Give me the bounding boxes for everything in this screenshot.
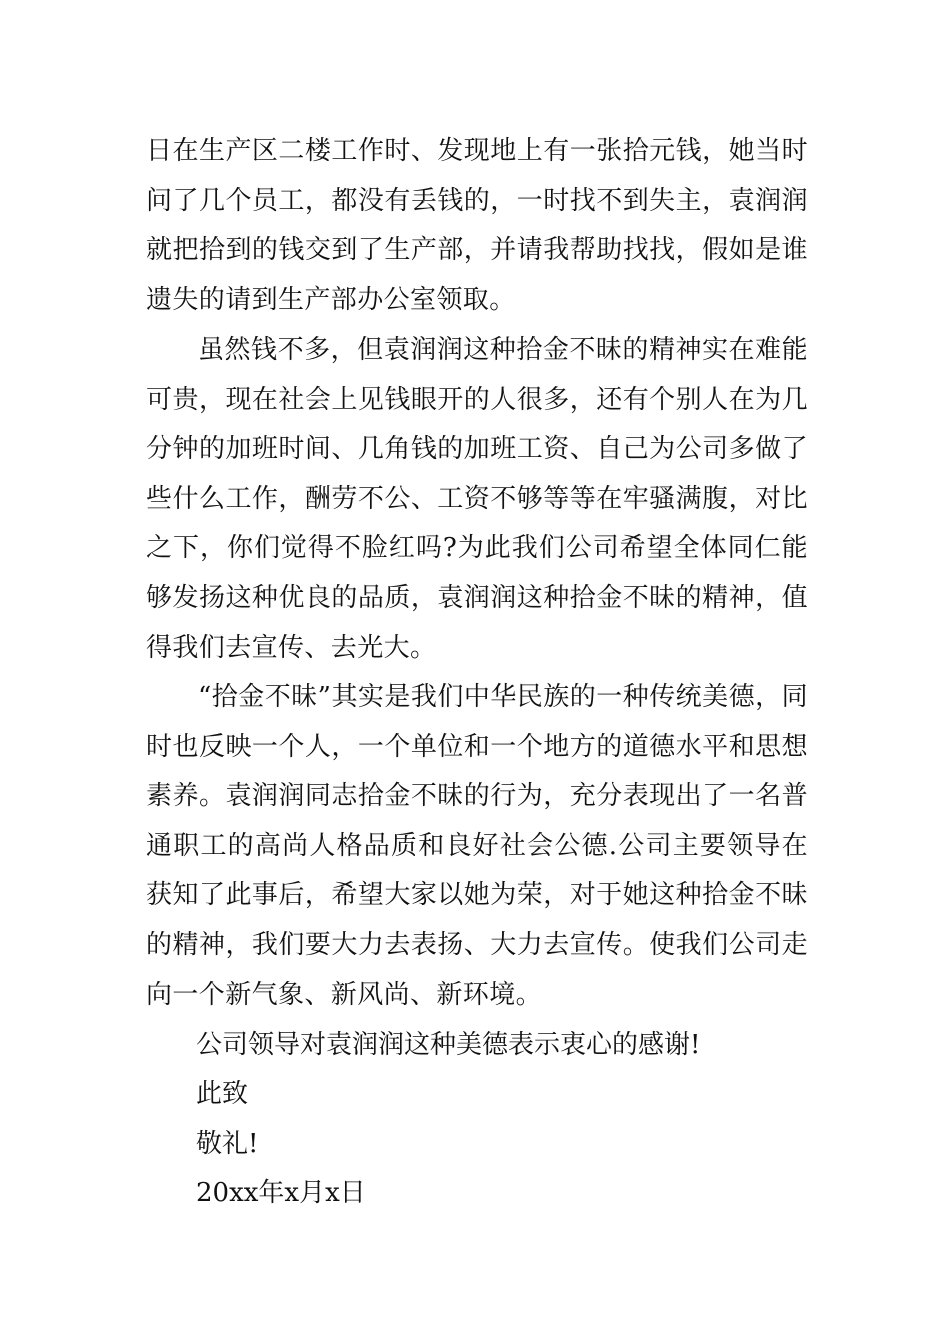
body-paragraph-2: 虽然钱不多，但袁润润这种拾金不昧的精神实在难能可贵，现在社会上见钱眼开的人很多，还有个别人在为几分钟的加班时间、几角钱的加班工资、自己为公司多做了些什么工作，酬劳不公、工资不够等等在牢骚满腹，对比之下，你们觉得不脸红吗?为此我们公司希望全体同仁能够发扬这种优良的品质，袁润润这种拾金不昧的精神，值得我们去宣传、去光大。 [146, 335, 808, 663]
thanks-line: 公司领导对袁润润这种美德表示衷心的感谢! [196, 1030, 701, 1060]
date-line: 20xx年x月x日 [196, 1178, 366, 1208]
salute-line: 敬礼! [196, 1129, 259, 1159]
body-paragraph-1: 日在生产区二楼工作时、发现地上有一张拾元钱，她当时问了几个员工，都没有丢钱的，一时找不到失主，袁润润就把拾到的钱交到了生产部，并请我帮助找找，假如是谁遗失的请到生产部办公室领取。 [146, 136, 808, 315]
closing-line: 此致 [196, 1079, 249, 1109]
body-paragraph-3: “拾金不昧”其实是我们中华民族的一种传统美德，同时也反映一个人，一个单位和一个地方的道德水平和思想素养。袁润润同志拾金不昧的行为，充分表现出了一名普通职工的高尚人格品质和良好社会公德.公司主要领导在获知了此事后，希望大家以她为荣，对于她这种拾金不昧的精神，我们要大力去表扬、大力去宣传。使我们公司走向一个新气象、新风尚、新环境。 [146, 682, 808, 1010]
